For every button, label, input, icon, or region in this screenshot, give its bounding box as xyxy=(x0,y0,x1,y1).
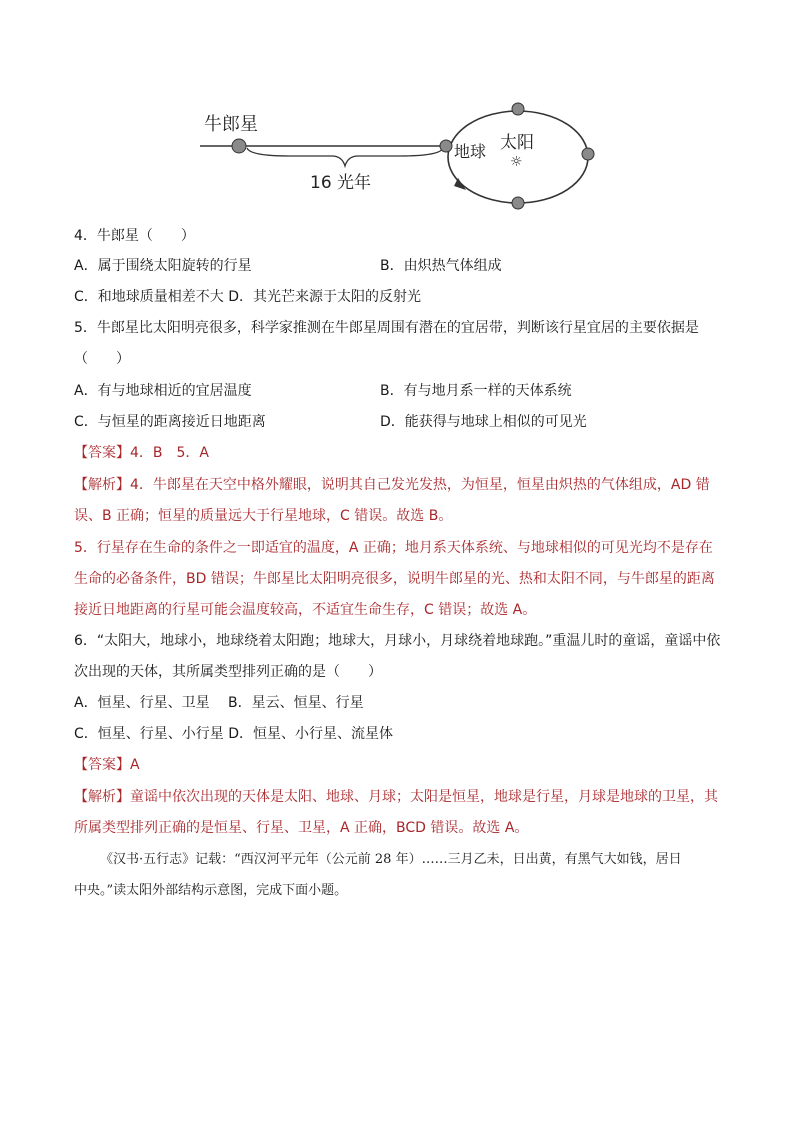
analysis-q5-line-3: 接近日地距离的行星可能会温度较高，不适宜生命生存，C 错误；故选 A。 xyxy=(74,602,537,618)
intro-line-2: 中央。”读太阳外部结构示意图，完成下面小题。 xyxy=(74,883,348,898)
earth-marker-right xyxy=(582,148,594,160)
earth-marker-bottom xyxy=(512,197,524,209)
q5-option-c: C．与恒星的距离接近日地距离 xyxy=(74,414,266,430)
distance-label: 16 光年 xyxy=(310,173,372,193)
answer-q6: 【答案】A xyxy=(74,757,140,773)
earth-marker-top xyxy=(512,103,524,115)
distance-brace xyxy=(247,148,443,166)
q4-option-b: B．由炽热气体组成 xyxy=(380,258,502,274)
q5-stem-line-2: （ ） xyxy=(74,351,130,367)
diagram-svg xyxy=(190,96,610,216)
q4-stem: 4．牛郎星（ ） xyxy=(74,228,195,244)
analysis-q6-line-1: 【解析】童谣中依次出现的天体是太阳、地球、月球；太阳是恒星，地球是行星，月球是地球的卫星，其 xyxy=(74,789,718,805)
altair-star-marker xyxy=(232,139,246,153)
analysis-q5-line-1: 5．行星存在生命的条件之一即适宜的温度，A 正确；地月系天体系统、与地球相似的可见光均不是存在 xyxy=(74,540,713,556)
q4-option-cd: C．和地球质量相差不大 D．其光芒来源于太阳的反射光 xyxy=(74,289,422,305)
intro-line-1: 《汉书·五行志》记载：“西汉河平元年（公元前 28 年）……三月乙未，日出黄，有黑气大如钱，居日 xyxy=(100,852,682,867)
q6-stem-line-1: 6．“太阳大，地球小，地球绕着太阳跑；地球大，月球小，月球绕着地球跑。”重温儿时的童谣，童谣中依 xyxy=(74,633,721,649)
sun-icon: ☼ xyxy=(510,154,523,170)
analysis-q4-line-2: 误、B 正确；恒星的质量远大于行星地球，C 错误。故选 B。 xyxy=(74,508,453,524)
altair-label: 牛郎星 xyxy=(204,114,258,135)
orbit-direction-arrow xyxy=(454,178,466,190)
q4-option-a: A．属于围绕太阳旋转的行星 xyxy=(74,258,252,274)
q6-option-ab: A．恒星、行星、卫星 B．星云、恒星、行星 xyxy=(74,695,364,711)
altair-earth-sun-diagram xyxy=(190,96,610,216)
q5-stem-line-1: 5．牛郎星比太阳明亮很多，科学家推测在牛郎星周围有潜在的宜居带，判断该行星宜居的主要依据是 xyxy=(74,320,699,336)
analysis-q6-line-2: 所属类型排列正确的是恒星、行星、卫星，A 正确，BCD 错误。故选 A。 xyxy=(74,820,529,836)
earth-label: 地球 xyxy=(454,142,487,161)
q5-option-d: D．能获得与地球上相似的可见光 xyxy=(380,414,587,430)
q5-option-a: A．有与地球相近的宜居温度 xyxy=(74,383,252,399)
q5-option-b: B．有与地月系一样的天体系统 xyxy=(380,383,572,399)
sun-label: 太阳 xyxy=(500,133,534,153)
q6-option-cd: C．恒星、行星、小行星 D．恒星、小行星、流星体 xyxy=(74,726,394,742)
analysis-q5-line-2: 生命的必备条件，BD 错误；牛郎星比太阳明亮很多，说明牛郎星的光、热和太阳不同，与牛郎星的距离 xyxy=(74,571,715,587)
earth-marker xyxy=(440,140,452,152)
analysis-q4-line-1: 【解析】4．牛郎星在天空中格外耀眼，说明其自己发光发热，为恒星，恒星由炽热的气体组成，AD 错 xyxy=(74,477,710,493)
answer-q4-q5: 【答案】4．B 5．A xyxy=(74,445,209,461)
q6-stem-line-2: 次出现的天体，其所属类型排列正确的是（ ） xyxy=(74,664,382,680)
